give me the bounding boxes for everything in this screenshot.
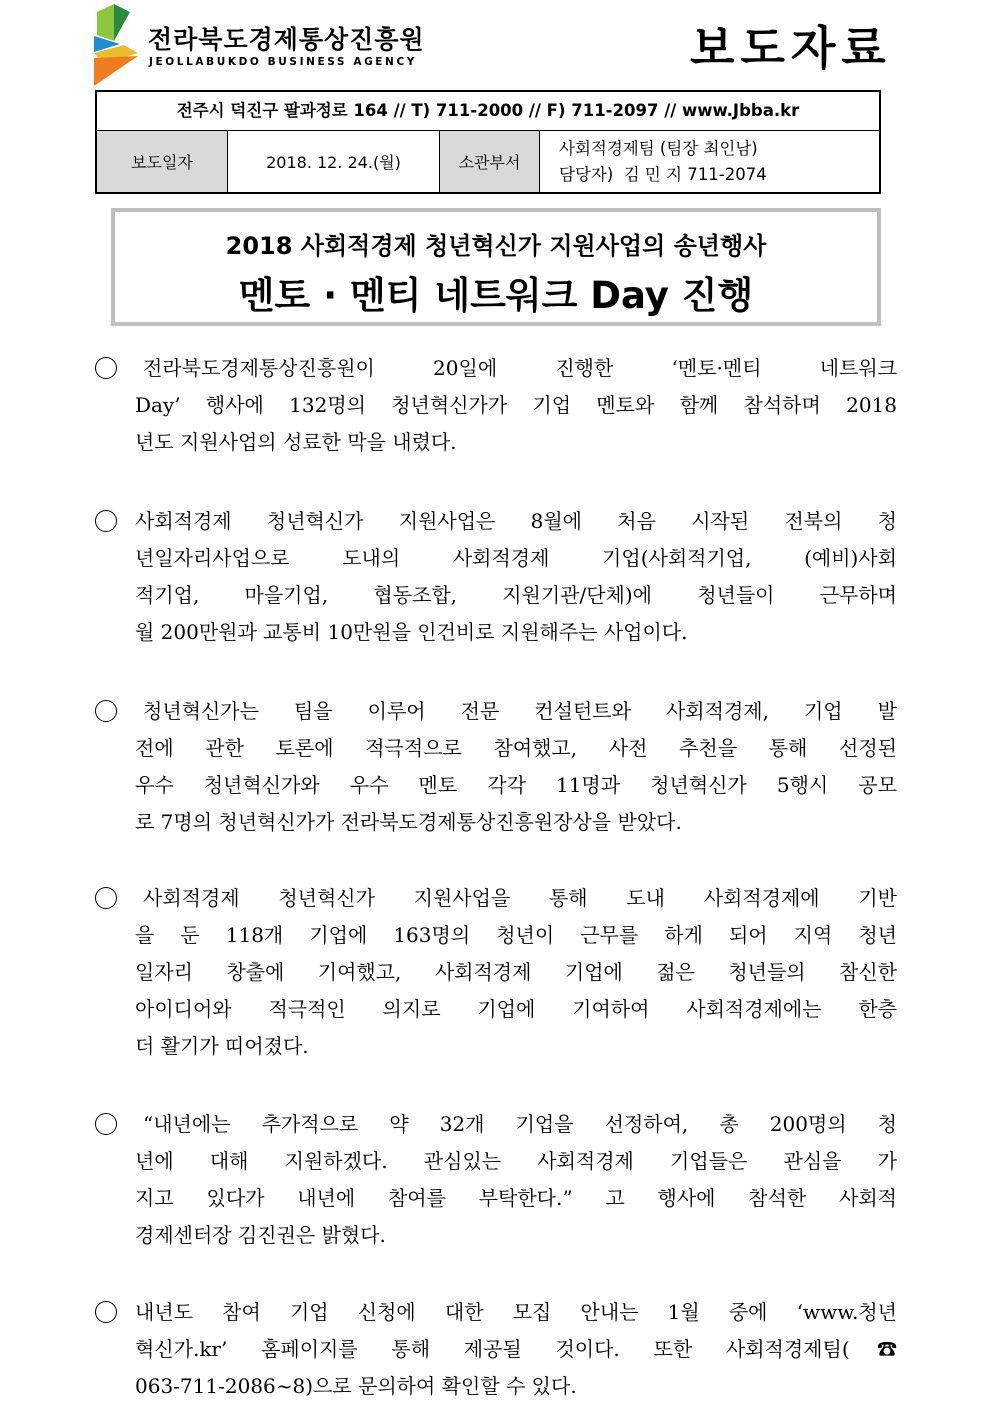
department-label: 소관부서 bbox=[440, 131, 540, 192]
paragraph-line: 전에 관한 토론에 적극적으로 참여했고, 사전 추천을 통해 선정된 bbox=[135, 736, 897, 760]
document-type-title: 보도자료 bbox=[690, 21, 892, 75]
paragraph-line: 지고 있다가 내년에 참여를 부탁한다.” 고 행사에 참석한 사회적 bbox=[135, 1186, 897, 1210]
paragraph-line: 내년도 참여 기업 신청에 대한 모집 안내는 1월 중에 ‘www.청년 bbox=[135, 1300, 897, 1324]
paragraph-line: 혁신가.kr’ 홈페이지를 통해 제공될 것이다. 또한 사회적경제팀(☎ bbox=[135, 1337, 897, 1361]
paragraph-line: 로 7명의 청년혁신가가 전라북도경제통상진흥원장상을 받았다. bbox=[135, 810, 682, 834]
circle-bullet-icon bbox=[95, 357, 117, 379]
paragraph-line: 년일자리사업으로 도내의 사회적경제 기업(사회적기업, (예비)사회 bbox=[135, 546, 897, 570]
department-team: 사회적경제팀 (팀장 최인남) bbox=[559, 139, 758, 158]
paragraph-line: Day’ 행사에 132명의 청년혁신가가 기업 멘토와 함께 참석하며 2018 bbox=[135, 393, 897, 417]
paragraph-line: 전라북도경제통상진흥원이 20일에 진행한 ‘멘토·멘티 네트워크 bbox=[143, 356, 897, 380]
paragraph-line: 더 활기가 띠어졌다. bbox=[135, 1034, 309, 1058]
release-date-value: 2018. 12. 24.(월) bbox=[228, 131, 440, 192]
circle-bullet-icon bbox=[95, 1113, 117, 1135]
paragraph-line: 사회적경제 청년혁신가 지원사업을 통해 도내 사회적경제에 기반 bbox=[143, 886, 897, 910]
org-name-ko: 전라북도경제통상진흥원 bbox=[148, 25, 425, 54]
subtitle: 2018 사회적경제 청년혁신가 지원사업의 송년행사 bbox=[225, 232, 767, 260]
circle-bullet-icon bbox=[95, 510, 117, 532]
paragraph-line: 경제센터장 김진권은 밝혔다. bbox=[135, 1223, 386, 1247]
paragraph-line: 청년혁신가는 팀을 이루어 전문 컨설턴트와 사회적경제, 기업 발 bbox=[143, 699, 897, 723]
paragraph-line: 일자리 창출에 기여했고, 사회적경제 기업에 젊은 청년들의 참신한 bbox=[135, 960, 897, 984]
circle-bullet-icon bbox=[95, 1301, 117, 1323]
contact-line: 전주시 덕진구 팔과정로 164 // T) 711-2000 // F) 711-2097 // www.Jbba.kr bbox=[97, 92, 879, 131]
info-table bbox=[95, 90, 881, 194]
release-date-label: 보도일자 bbox=[97, 131, 228, 192]
paragraph-line: 사회적경제 청년혁신가 지원사업은 8월에 처음 시작된 전북의 청 bbox=[135, 509, 897, 533]
paragraph-line: 을 둔 118개 기업에 163명의 청년이 근무를 하게 되어 지역 청년 bbox=[135, 923, 897, 947]
paragraph-line: 월 200만원과 교통비 10만원을 인건비로 지원해주는 사업이다. bbox=[135, 620, 688, 644]
paragraph-line: 년에 대해 지원하겠다. 관심있는 사회적경제 기업들은 관심을 가 bbox=[135, 1149, 897, 1173]
department-value bbox=[540, 131, 879, 192]
circle-bullet-icon bbox=[95, 700, 117, 722]
paragraph-line: “내년에는 추가적으로 약 32개 기업을 선정하여, 총 200명의 청 bbox=[143, 1112, 897, 1136]
paragraph-line: 아이디어와 적극적인 의지로 기업에 기여하여 사회적경제에는 한층 bbox=[135, 997, 897, 1021]
paragraph-line: 년도 지원사업의 성료한 막을 내렸다. bbox=[135, 430, 457, 454]
agency-logo-icon bbox=[94, 4, 138, 86]
paragraph-line: 적기업, 마을기업, 협동조합, 지원기관/단체)에 청년들이 근무하며 bbox=[135, 583, 897, 607]
department-contact-person: 담당자) 김 민 지 711-2074 bbox=[559, 165, 767, 184]
org-name-en: JEOLLABUKDO BUSINESS AGENCY bbox=[149, 56, 417, 68]
paragraph-line: 063-711-2086~8)으로 문의하여 확인할 수 있다. bbox=[135, 1374, 577, 1398]
circle-bullet-icon bbox=[95, 887, 117, 909]
headline: 멘토 · 멘티 네트워크 Day 진행 bbox=[238, 274, 754, 317]
title-box bbox=[111, 208, 881, 326]
paragraph-line: 우수 청년혁신가와 우수 멘토 각각 11명과 청년혁신가 5행시 공모 bbox=[135, 773, 897, 797]
